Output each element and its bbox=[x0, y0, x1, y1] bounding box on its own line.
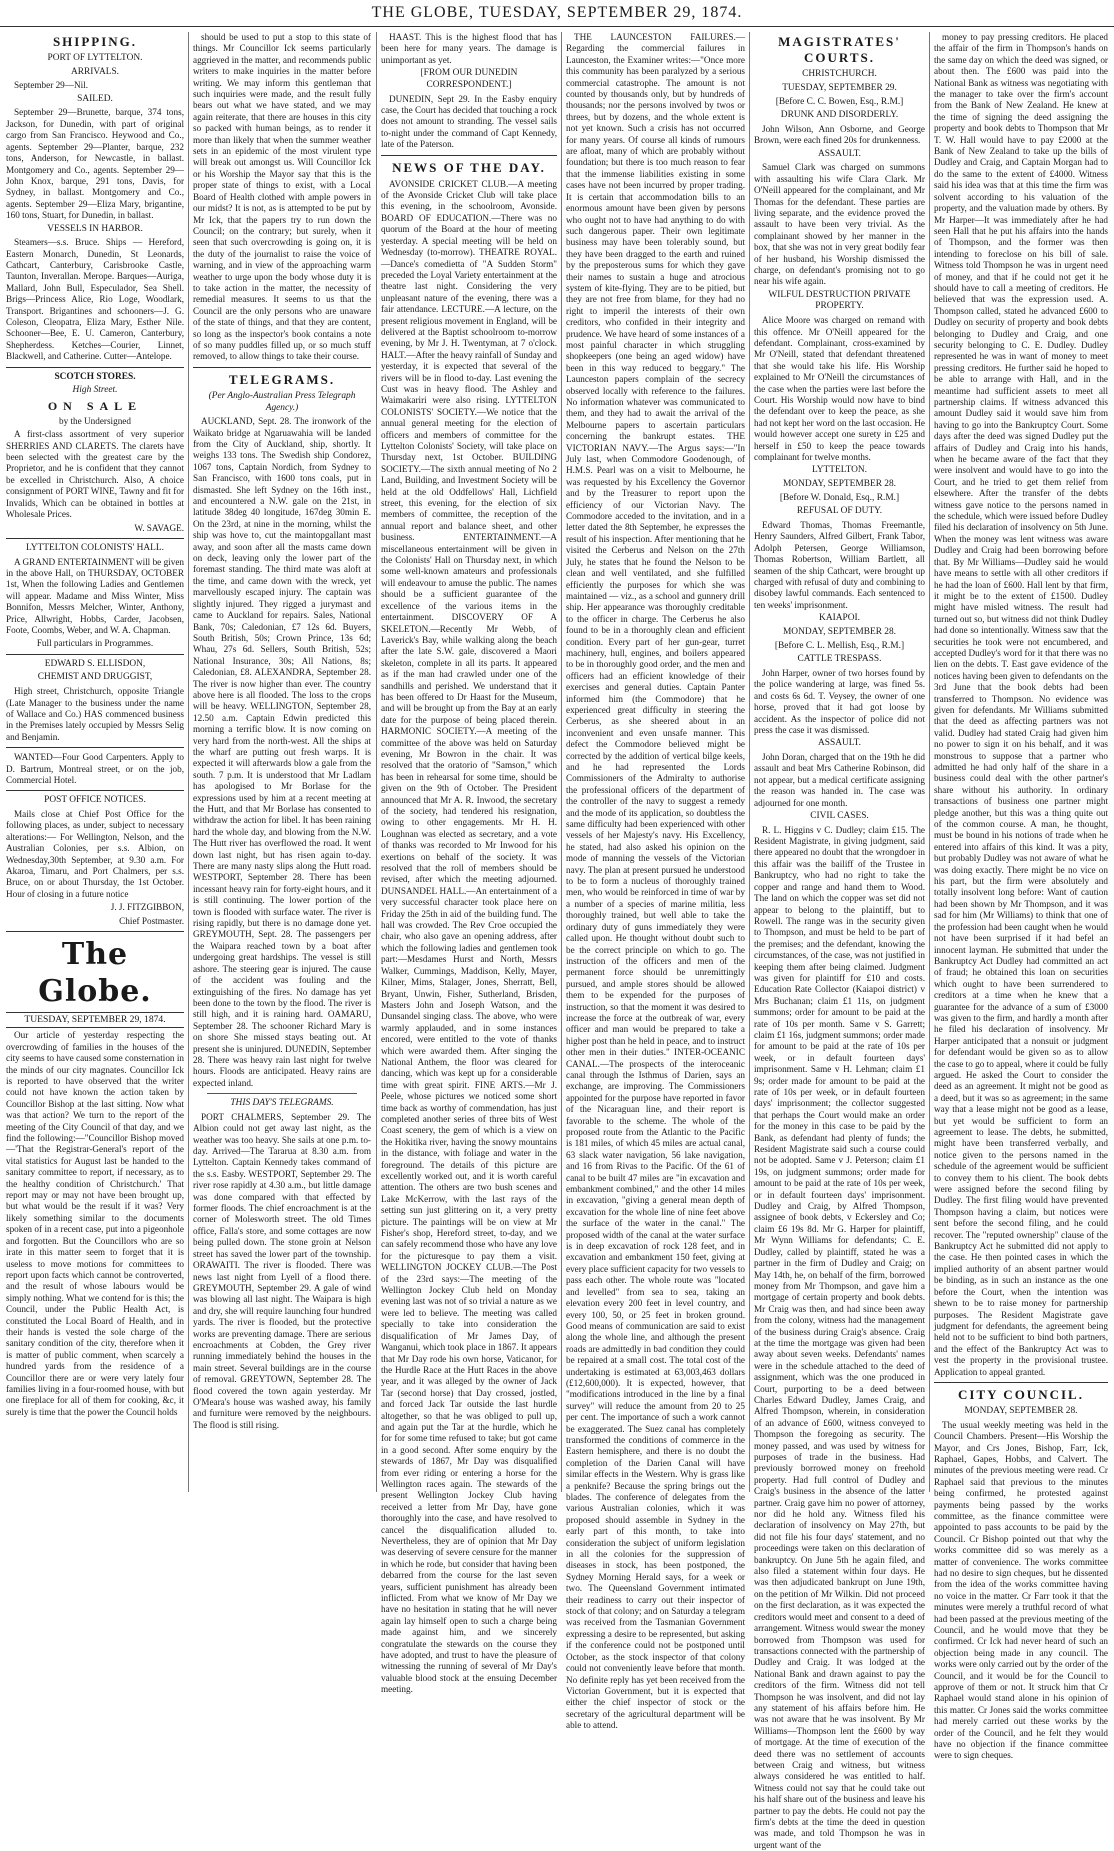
column-4 bbox=[566, 32, 745, 1731]
ellison-text: High street, Christchurch, opposite Triangle (Late Manager to the business under the name of Wallace and Co.) HAS commenced business in the Premises lately occupied by Messrs Selig and Benjamin. bbox=[6, 686, 184, 742]
haast-text: HAAST. This is the highest flood that has been here for many years. The damage is unimportant as yet. bbox=[381, 32, 557, 65]
scotch-text: A first-class assortment of very superior SHERRIES AND CLARETS. The clarets have been selected with the greatest care by the Proprietor, and he is confident that they cannot be excelled in Christchurch. Also, A choice consignment of PORT WINE, Tawny and fit for Invalids, Which can be obtained in bottles at Wholesale Prices. bbox=[6, 429, 184, 520]
ly-date: MONDAY, SEPTEMBER 28. bbox=[782, 479, 897, 490]
savage-sign: W. SAVAGE. bbox=[134, 522, 184, 533]
cc-date: TUESDAY, SEPTEMBER 29. bbox=[782, 82, 897, 93]
column-rule bbox=[561, 32, 562, 1492]
ka-text-2: John Doran, charged that on the 19th he did assault and beat Mrs Catherine Robinson, did not appear, but a medical certificate assigning the reason was handed in. The case was adjourned for one month. bbox=[754, 751, 925, 808]
divider bbox=[6, 790, 184, 791]
hall-text: A GRAND ENTERTAINMENT will be given in the above Hall, on THURSDAY, OCTOBER 1st, When the following Ladies and Gentlemen will appear. Madame and Miss Winter, Miss Bonnifon, Messrs Melcher, Winter, Anthony, Price, Allwright, Hobbs, Carder, Jacobsen, Foote, Coombs, Weber, and W. A. Chapman. bbox=[6, 556, 184, 636]
scotch-heading: SCOTCH STORES. bbox=[54, 371, 136, 382]
hall-heading: LYTTELTON COLONISTS' HALL. bbox=[26, 542, 164, 553]
correspondent-line: [FROM OUR DUNEDIN CORRESPONDENT.] bbox=[420, 68, 518, 90]
kaiapoi-heading: KAIAPOI. bbox=[819, 613, 860, 624]
telegrams-agency: (Per Anglo-Australian Press Telegraph Agency.) bbox=[208, 390, 356, 413]
cc-assault: ASSAULT. bbox=[818, 148, 861, 159]
divider bbox=[934, 1382, 1108, 1383]
arrivals-text: September 29—Nil. bbox=[14, 80, 88, 91]
column-3 bbox=[381, 32, 557, 1695]
port-heading: PORT OF LYTTELTON. bbox=[47, 53, 143, 64]
council-text: The usual weekly meeting was held in the Council Chambers. Present—His Worship the Mayor, and Crs Jones, Bishop, Farr, Ick, Raphael, Gapes, Hobbs, and Calvert. The minutes of the previous meeting were read. Cr Raphael said that previous to the minutes being confirmed, he protested against payments being passed by the works committee, as the finance committee were appointed to pass accounts to be paid by the Council. Cr Bishop pointed out that why the works committee did so was merely as a matter of convenience. The works committee had no desire to sign cheques, but he dissented from the idea of the works committee having no voice in the matter. Cr Farr took it that the minutes were merely a truthful record of what had been passed at the previous meeting of the Council, and he would move that they be confirmed. Cr Ick had never heard of such an objection being made in any council. The works were only carried out by the order of the Council, and it would be for the Council to approve of them or not. It struck him that Cr Raphael would stand alone in his opinion of this matter. Cr Jones said the works committee had merely carried out these works by the order of the Council, and he felt they would have no objection if the finance committee were to sign cheques. bbox=[934, 1419, 1108, 1761]
news-heading: NEWS OF THE DAY. bbox=[392, 159, 546, 175]
divider bbox=[6, 367, 184, 368]
council-heading: CITY COUNCIL. bbox=[958, 1386, 1084, 1402]
ly-before: [Before W. Donald, Esq., R.M.] bbox=[779, 492, 900, 503]
sailed-label: SAILED. bbox=[77, 93, 113, 104]
leader-article: Our article of yesterday respecting the overcrowding of families in the houses of the city seems to have caused some consternation in the minds of our city magnates. Councillor Ick is reported to have observed that the writer could not have known the action taken by Councillor Bishop at the last sitting. Now what was that action? We turn to the report of the meeting of the City Council of that day, and we find the following:—"Councillor Bishop moved—'That the Registrar-General's report of the vital statistics for August last be handed to the sanitary committee to report, if necessary, as to the healthy condition of Christchurch.' That report may or may not have been brought up, but what would be the result if it was? Very likely something similar to the documents spoken of in a recent case, put into a pigeonhole and forgotten. But the Councillors who are so irate in this matter seem to forget that it is useless to move motions for committees to report upon facts which cannot be controverted, and the result of whose labours would be simply nothing. What we contend for is this; the Council, under the Public Health Act, is constituted the Local Board of Health, and in their hands is vested the sole charge of the sanitary condition of the city, therefore when it is matter of public comment, when scarcely a hundred yards from the residence of a Councillor there are or were very lately four families living in a four-roomed house, with but one fireplace for all of them for cooking, &c, it surely is time that the power the Council holds bbox=[6, 1030, 184, 1417]
leader-continued: should be used to put a stop to this state of things. Mr Councillor Ick seems particularly aggrieved in the matter, and recommends public writers to make inquiries in the matter before writing. We may inform this gentleman that such inquiries were made, and the result fully bears out what we have stated, and we may again reiterate, that there are houses in this city so packed with human beings, as to render it more than likely that when the summer weather sets in an epidemic of the most virulent type will break out amongst us. Will Councillor Ick or his Worship the Mayor say that this is the proper state of things to exist, with a Local Board of Health clothed with ample powers in our midst? It is not, as is attempted to be put by Mr Ick, that the papers try to run down the Council; on the contrary; but surely, when it seen that such overcrowding is going on, it is the duty of the journalist to raise the voice of warning, and in view of the approaching warm weather to urge upon the body whose duty it is to take action in the matter, the necessity of remedial measures. It seems to us that the Council are the only persons who are unaware of the state of things, and that they are content, so long as the inspector's book contains a note of so many puddles filled up, or so much stuff removed, to allow things to take their course. bbox=[193, 32, 371, 362]
on-sale: ON SALE bbox=[47, 398, 143, 413]
cc-before: [Before C. C. Bowen, Esq., R.M.] bbox=[775, 96, 904, 107]
ellison-heading: EDWARD S. ELLISDON, bbox=[44, 658, 146, 669]
column-rule bbox=[749, 32, 750, 1492]
courts-heading: MAGISTRATES' COURTS. bbox=[778, 34, 901, 66]
ka-civil: CIVIL CASES. bbox=[810, 811, 869, 821]
shipping-heading: SHIPPING. bbox=[52, 34, 138, 49]
vessels-label: VESSELS IN HARBOR. bbox=[47, 223, 143, 234]
ly-refusal: REFUSAL OF DUTY. bbox=[796, 506, 883, 517]
divider bbox=[6, 931, 184, 932]
christchurch-heading: CHRISTCHURCH. bbox=[802, 69, 877, 80]
todays-telegrams-heading: THIS DAY'S TELEGRAMS. bbox=[230, 1098, 334, 1109]
cc-wilful: WILFUL DESTRUCTION PRIVATE PROPERTY. bbox=[768, 289, 911, 312]
cc-text-3: Alice Moore was charged on remand with this offence. Mr O'Neill appeared for the defendant. Complainant, cross-examined by Mr O'Neill, stated that defendant threatened that she would take his life. His Worship explained to Mr O'Neill the circumstances of the case when the parties were last before the Court. His Worship would now have to bind the defendant over to keep the peace, as she had not kept her word on the last occasion. He would however accept one surety in £25 and herself in £50 to keep the peace towards complainant for twelve months. bbox=[754, 315, 925, 462]
hall-note: Full particulars in Programmes. bbox=[36, 638, 154, 649]
column-6-text: money to pay pressing creditors. He placed the affair of the firm in Thompson's hands on the same day on which the deed was signed, or about then. The £600 was paid into the National Bank as witness was negotiating with the manager to take over the firm's account from the Bank of New Zealand. He knew at the time of signing the deed assigning the property and book debts to Thompson that Mr T. W. Hall would have to pay £2000 at the Bank of New Zealand to take up the bills of Dudley and Craig, and Captain Morgan had to do the same to the extent of £4000. Witness said his idea was that at this time the firm was solvent according to his valuation of the property, and the valuation made by others. By Mr Harper—It was immediately after he had seen Hall that he put his affairs into the hands of Thompson, and the former was then intending to foreclose on his bill of sale. Witness told Thompson he was in urgent need of money, and that if he could not get it he should have to call a meeting of creditors. He believed that was the expression used. A. Thompson called, stated he advanced £600 to Dudley on security of property and book debts belonging to Dudley and Craig, and one security belonging to C. E. Dudley. Dudley represented he was in want of money to meet pressing creditors. He further said he hoped to be able to arrange with Hall, and in the meantime had sufficient assets to meet all partnership claims. If witness advanced this amount Dudley said it would save him from having to go into the Bankruptcy Court. Some days after the deed was signed Dudley put the affairs of Dudley and Craig into his hands, when he became aware of the fact that they were insolvent and would have to go into the Court, and he tried to get them relief from elsewhere. After the transfer of the debts witness gave notice to the persons named in the schedule, which were issued before Dudley filed his declaration of insolvency on 5th June. When the money was lent witness was aware Dudley and Craig had been borrowing before that. By Mr Williams—Dudley said he would have means to settle with all other creditors if he had the loan of £600. Hall lent by that firm, it might be to the extent of £1500. Dudley might have misled witness. The result had turned out so, but witness did not think Dudley had done so intentionally. Witness saw that the securities he took were not encumbered, and accepted Dudley's word for it that there was no lien on the debts. T. East gave evidence of the notices having been given to defendants on the 3rd June that the book debts had been transferred to Thompson. No evidence was given for defendants. Mr Williams submitted that the deed as affecting partners was not valid. Dudley had stated Craig had given him no power to sign it on his behalf, and it was monstrous to suppose that a partner who admitted he had only half of the share in a business could deal with the other partner's share without his authority. In ordinary transactions of business one partner might pledge another, but this was a thing quite out of the common course. A man, he thought, must be bound in his notions of trade when he entered into affairs of this kind. It was a pity, but probably Dudley was not aware of what he was doing exactly. There might be no vice on his part, but the firm were absolutely and totally insolvent long before: Want of caution had been shown by Mr Thompson, and it was sad for him (Mr Williams) to think that one of the profession had been caught when he would not have been surprised if it had befel an innocent layman. He submitted that under the Bankruptcy Act Dudley had committed an act of fraud; he obtained this loan on securities which ought to have been surrendered to creditors at a time when he knew that a guarantee for the advance of a sum of £3000 was given to the firm, and hardly a month after he filed his declaration of insolvency. Mr Harper anticipated that a nonsuit or judgment for defendant would be given so as to allow the case to go to appeal, where it could be fully argued. He asked the Court to consider the deed as an agreement. It might not be good as a deed, but it was so as agreement; in the same way that a lease might not be good as a lease, but yet would be sufficient to form an agreement to lease. The debts, he submitted, might have been transferred verbally, and notice given to the persons named in the schedule of the agreement would be sufficient to convey them to his client. The book debts were assigned before the second filing by Dudley. The first filing would have prevented Thompson having a claim, but notices were sent before the second filing, and he could recover. The "reputed ownership" clause of the Bankruptcy Act he submitted did not apply to the case. He then pointed cases in which the implied authority of an absent partner would be binding, as in such an instance as the one before the Court, when the intention was shewn to be to raise money for partnership purposes. The Resident Magistrate gave judgment for defendants, the agreement being held not to be sufficient to bind both partners, and the effect of the Bankruptcy Act was to vest the property in the provisional trustee. Application to appeal granted. bbox=[934, 32, 1108, 1377]
sailed-text: September 29—Brunette, barque, 374 tons, Jackson, for Dunedin, with part of original cargo from San Francisco. Heywood and Co., agents. September 29—Planter, barque, 232 tons, Anderson, for Newcastle, in ballast. Montgomery and Co., agents. September 29—John Knox, barque, 291 tons, Davis, for Sydney, in ballast. Montgomery and Co., agents. September 29—Eliza Mary, brigantine, 160 tons, Stuart, for Dunedin, in ballast. bbox=[6, 107, 184, 221]
dunedin-text: DUNEDIN, Sept 29. In the Easby enquiry case, the Court has decided that touching a rock does not amount to stranding. The vessel sails to-night under the command of Capt Kennedy, late of the Paterson. bbox=[381, 93, 557, 150]
post-sign: J. J. FITZGIBBON, bbox=[110, 902, 184, 913]
cc-text-1: John Wilson, Ann Osborne, and George Brown, were each fined 20s for drunkenness. bbox=[754, 123, 925, 146]
column-2 bbox=[193, 32, 371, 1492]
divider bbox=[6, 747, 184, 748]
ka-assault: ASSAULT. bbox=[818, 738, 861, 749]
column-rule bbox=[929, 32, 930, 1492]
column-4-text: THE LAUNCESTON FAILURES.—Regarding the commercial failures in Launceston, the Examiner writes:—"Once more this community has been paralyzed by a serious commercial catastrophe. The amount is not counted by thousands only, but by hundreds of thousands; nor the persons involved by twos or threes, but by dozens, and the whole extent is not yet known. Such a crisis has not occurred for many years. Of course all kinds of rumours are afloat, many of which are probably without foundation; but there is too much reason to fear that the immense liabilities existing in some cases have not been incurred by proper trading. It is certain that accommodation bills to an enormous amount have been given by persons who ought not to have had anything to do with such dangerous paper. Their own legitimate business may have been tolerably sound, but they have been dragged to the earth and ruined by the preposterous sums for which they gave their names to sustain a huge and atrocious system of kite-flying. They are to be pitied, but they are not free from blame, for they had no right to imperil the interests of their own creditors, who confided in their integrity and prudence. We have heard of some instances of a most painful character in which struggling shopkeepers (one being an aged widow) have been in this way reduced to beggary." The Launceston papers complain of the secrecy observed locally with reference to the failures. No information whatever was communicated to them, and they had to await the arrival of the Melbourne papers to ascertain particulars concerning the bankrupt estates. THE VICTORIAN NAVY.—The Argus says:—"In July last, when Commodore Goodenough, of H.M.S. Pearl was on a visit to Melbourne, he was requested by his Excellency the Governor and by the Treasurer to report upon the efficiency of our Victorian Navy. The Commodore acceded to the invitation, and in a letter dated the 8th September, he expresses the result of his inspection. After mentioning that he visited the Cerberus and Nelson on the 27th July, he states that he found the Nelson to be clean and well ventilated, and she fulfilled efficiently the purposes for which she was maintained — viz., as a school and gunnery drill ship. Her appearance was thoroughly creditable to the officer in charge. The Cerberus he also found to be in a thoroughly clean and efficient condition. Every part of her gun-gear, turret machinery, hull, engines, and boilers appeared to be in thoroughly good order, and the men and officers had an efficient knowledge of their exercises and general duties. Captain Panter informed him (the Commodore) that he experienced great difficulty in steering the Cerberus, as she sheered about in an inconvenient and even unsafe manner. This defect the Commodore believed might be corrected by the addition of vertical bilge keels, and he had represented the Lords Commissioners of the Admiralty to authorise the professional officers of the department of the controller of the navy to suggest a remedy and the mode of its application, so doubtless the same difficulty had been experienced with other vessels of her Majesty's navy. His Excellency, he stated, had also asked his opinion on the mode of manning the vessels of the Victorian navy. The plan at present pursued he understood to be to form a nucleus of thoroughly trained men, who would be reinforced in time of war by a number of a species of marine militia, less thoroughly trained, but well able to take the ordinary duty of guns immediately they were called upon. He thought without doubt such to be the correct principle on which to go. The instruction of the officers and men of the permanent force should be unremittingly pursued, and ample stores should be allowed them to be expended for the purposes of instruction, so that the moment it was desired to increase the force at the outbreak of war, every officer and man would be prepared to take a higher post than he held in peace, and to instruct other men in their duties." INTER-OCEANIC CANAL.—The prospects of the interoceanic canal through the Isthmus of Darien, says an exchange, are improving. The Commissioners appointed for the purpose have reported in favor of the Nicaraguan line, and their report is favorable to the scheme. The whole of the proposed route from the Atlantic to the Pacific is 181 miles, of which 45 miles are actual canal, 63 slack water navigation, 56 lake navigation, and 16 from Rivas to the Pacific. Of the 61 of canal to be built 47 miles are "in excavation and embankment combined," and the other 14 miles in excavation, "giving a general mean depth of excavation for the whole line of nine feet above the surface of the water in the canal." The proposed width of the canal at the water surface is in deep excavation of rock 128 feet, and in excavation and embankment 150 feet, giving at every place sufficient capacity for two vessels to pass each other. The whole route was "located and levelled" from sea to sea, taking an elevation every 200 feet in level country, and every 100, 50, or 25 feet in broken ground. Good means of communication are said to exist along the whole line, and although the present roads are admittedly in bad condition they could be repaired at a small cost. The total cost of the undertaking is estimated at 63,003,463 dollars (£12,600,000). It is expected, however, that "modifications introduced in the line by a final survey" will reduce the amount from 20 to 25 per cent. The importance of such a work cannot be exaggerated. The Suez canal has completely transformed the conditions of commerce in the Eastern hemisphere, and there is no doubt the completion of the Darien Canal will have similar effects in the Western. Why is grass like a penknife? Because the spring brings out the blades. The conference of delegates from the various Australian colonies, which it was proposed should assemble in Sydney in the early part of this month, to take into consideration the subject of uniform legislation in all the colonies for the suppression of diseases in stock, has been postponed, the Sydney Morning Herald says, for a week or two. The Queensland Government intimated their readiness to carry out their inspector of stock of that colony; and on Saturday a telegram was received from the Tasmanian Government expressing a desire to be represented, but asking if the conference could not be postponed until October, as the stock inspector of that colony could not conveniently leave before that month. No definite reply has yet been received from the Victorian Government, but it is expected that either the chief inspector of stock or the secretary of the agricultural department will be able to attend. bbox=[566, 32, 745, 1731]
column-rule bbox=[376, 32, 377, 1492]
globe-nameplate: The Globe. bbox=[38, 937, 152, 1010]
column-1 bbox=[6, 32, 184, 1492]
todays-telegrams-text: PORT CHALMERS, September 29. The Albion could not get away last night, as the weather was too heavy. She sails at one p.m. to-day. Arrived—The Tararua at 8.30 a.m. from Lyttelton. Captain Kennedy takes command of the s.s. Easby. WESTPORT, September 29. The river rose rapidly at 4.30 a.m., but little damage was done compared with that effected by former floods. The chief encroachment is at the corner of Molesworth street. The old Times office, Falla's store, and some cottages are now being pulled down. The stone groin at Nelson street has saved the lower part of the township. ORAWAITI. The river is flooded. There was news last night from Lyell of a flood there. GREYMOUTH, September 29. A gale of wind was blowing all last night. The Waipara is high and dry, she will require launching four hundred yards. The river is flooded, but the protective works are preventing damage. There are serious encroachments at Cobden, the Grey river running immediately behind the houses in the main street. Several buildings are in the course of removal. GREYTOWN, September 28. The flood covered the town again yesterday. Mr O'Meara's house was washed away, his family and furniture were removed by the neighbours. The flood is still rising. bbox=[193, 1111, 371, 1430]
post-heading: POST OFFICE NOTICES. bbox=[44, 795, 146, 806]
issue-date: TUESDAY, SEPTEMBER 29, 1874. bbox=[6, 1012, 184, 1028]
telegrams-text: AUCKLAND, Sept. 28. The ironwork of the Waikato bridge at Ngaruawahia will be landed from the City of Auckland, ship, shortly. It weighs 133 tons. The Swedish ship Condorez, 1067 tons, Captain Nordich, from Sydney to San Francisco, with 1600 tons coals, put in dismasted. She left Sydney on the 16th inst., and encountered a N.W. gale on the 21st, in latitude 38deg 40 longitude, 167deg 30min E. On the 23rd, at nine in the morning, whilst the ship was hove to, cut the maintopgallant mast away, and soon after all the masts came down on deck, leaving only the lower part of the foremast standing. The third mate was aloft at the time, and came down with the wreck, yet marvellously escaped injury. The captain was slightly injured. They rigged a jurymast and came to Auckland for repairs. Sales, National Bank, 70s; Caledonian, £7 12s 6d. Buyers, South British, 50s; Crown Prince, 13s 6d; Whau, 27s 6d. Sellers, South British, 52s; National Insurance, 30s; All Nations, 8s; Caledonian, £8. ALEXANDRA, September 28. The river is now higher than ever. The country above here is all flooded. The loss to the crops will be heavy. WELLINGTON, September 28, 12.50 a.m. Captain Edwin predicted this morning a terrific blow. It is now coming on very hard from the north-west. All the ships at the wharf are putting out fresh warps. It is expected it will afterwards blow a gale from the south. 7 p.m. It is understood that Mr Ladlam has apologised to Mr Borlase for the expressions used by him at a recent meeting at the Hutt, and that Mr Borlase has consented to withdraw the action for libel. It has been raining hard the whole day, and blowing from the N.W. The Hutt river has overflowed the road. It went down last night, but has risen again to-day. There are many nasty slips along the Hutt road. WESTPORT, September 28. There has been incessant heavy rain for forty-eight hours, and it is still continuing. The lower portion of the town is flooded with surface water. The river is rising rapidly, but there is no damage done yet. GREYMOUTH, Sept. 28. The passengers per the Waipara reached town by a boat after undergoing great hardships. The vessel is still ashore. The steering gear is injured. The cause of the accident was fouling and the extinguishing of the fires. No damage has yet been done to the town by the flood. The river is still high, and it is raining hard. OAMARU, September 28. The schooner Richard Mary is on shore She missed stays beating out. At present she is uninjured. DUNEDIN, September 28. There was heavy rain last night for twelve hours. Floods are anticipated. Heavy rains are expected inland. bbox=[193, 416, 371, 1088]
council-date: MONDAY, SEPTEMBER 28. bbox=[964, 1406, 1078, 1417]
cc-drunk: DRUNK AND DISORDERLY. bbox=[780, 110, 899, 121]
column-5 bbox=[754, 32, 925, 1850]
wanted-ad: WANTED—Four Good Carpenters. Apply to D. Bartrum, Montreal street, or on the job, Commercial Hotel. bbox=[6, 752, 184, 785]
ka-before: [Before C. L. Mellish, Esq., R.M.] bbox=[774, 640, 905, 651]
ka-date: MONDAY, SEPTEMBER 28. bbox=[782, 626, 897, 637]
scotch-street: High Street. bbox=[72, 385, 118, 396]
divider bbox=[207, 1093, 357, 1094]
post-sign-title: Chief Postmaster. bbox=[119, 915, 184, 926]
cc-text-2: Samuel Clark was charged on summons with assaulting his wife Clara Clark. Mr O'Neill appeared for the complainant, and Mr Thomas for the defendant. These parties are living separate, and the evidence proved the assault to have been very trivial. As the complainant showed by her manner in the box, that she was not in very great bodily fear of her husband, his Worship dismissed the charge, on defendant's promising not to go near his wife again. bbox=[754, 162, 925, 287]
divider bbox=[6, 538, 184, 539]
ka-text-1: John Harper, owner of two horses found by the police wandering at large, was fined 5s. and costs 6s 6d. T. Veysey, the owner of one horse, proved that it had got loose by accident. As the inspector of police did not press the case it was dismissed. bbox=[754, 667, 925, 735]
news-text: AVONSIDE CRICKET CLUB.—A meeting of the Avonside Cricket Club will take place this evening, in the schoolroom, Avonside. BOARD OF EDUCATION.—There was no quorum of the Board at the hour of meeting yesterday. A special meeting will be held on Wednesday (to-morrow). THEATRE ROYAL.—Dance's comedietta of "A Sudden Storm" preceded the Loyal Variety entertainment at the theatre last night. Considering the very unpleasant nature of the evening, there was a fair attendance. LECTURE.—A lecture, on the present religious movement in England, will be delivered at the Baptist schoolroom to-morrow evening, by Mr J. H. Twentyman, at 7 o'clock. HALT.—After the heavy rainfall of Sunday and yesterday, it is expected that several of the rivers will be in flood to-day. Last evening the Cust was in heavy flood. The Ashley and Waimakariri were also rising. LYTTELTON COLONISTS' SOCIETY.—We notice that the annual general meeting for the election of officers and members of committee for the Lyttelton Colonists' Society, will take place on Thursday next, 1st October. BUILDING SOCIETY.—The sixth annual meeting of No 2 Land, Building, and Investment Society will be held at the old Oddfellows' Hall, Lichfield street, this evening, for the election of six members of committee, the reception of the annual report and balance sheet, and other business. ENTERTAINMENT.—A miscellaneous entertainment will be given in the Colonists' Hall on Thursday next, in which some well-known amateurs and professionals will endeavour to amuse the public. The names should be a sufficient guarantee of the excellence of the various items in the entertainment. DISCOVERY OF A SKELETON.—Recently Mr Webb, of Laverick's Bay, while walking along the beach after the late S.W. gale, discovered a Maori skeleton, complete in all its parts. It appeared as if the man had crawled under one of the sandhills and perished. We understand that it has been offered to Dr Haast for the Museum, and will be brought up from the Bay at an early date for the purpose of being placed therein. HARMONIC SOCIETY.—A meeting of the committee of the above was held on Saturday evening, Mr Bowron in the chair. It was resolved that the oratorio of "Samson," which has been in rehearsal for some time, should be given on the 9th of October. The President announced that Mr A. R. Inwood, the secretary of the society, had tendered his resignation, owing to other engagements. Mr H. H. Loughnan was elected as secretary, and a vote of thanks was recorded to Mr Inwood for his exertions on behalf of the society. It was resolved that the roll of members should be revised, after which the meeting adjourned. DUNSANDEL HALL.—An entertainment of a very successful character took place here on Friday the 25th in aid of the building fund. The hall was crowded. The Rev Croe occupied the chair, who also gave an opening address, after which the following ladies and gentlemen took part:—Mesdames Hurst and North, Messrs Walker, Cummings, Maddison, Kelly, Mayer, Kilner, Mims, Stalager, Jones, Sherratt, Bell, Bryant, Unwin, Fisher, Sutherland, Brisden, Masters John and Joseph Watson, and the Dunsandel singing class. The above, who were warmly applauded, and in some instances encored, were entitled to the vote of thanks which were awarded them. After singing the National Anthem, the floor was cleared for dancing, which was kept up for a considerable time with great spirit. FINE ARTS.—Mr J. Peele, whose pictures we noticed some short time back as worthy of commendation, has just completed another series of three bits of West Coast scenery, the gem of which is a view on the Hokitika river, having the snowy mountains in the distance, with foliage and water in the foreground. The details of this picture are excellently worked out, and it is worth careful attention. The others are two bush scenes and Lake McKerrow, with the last rays of the setting sun just glittering on it, a very pretty picture. The paintings will be on view at Mr Fisher's shop, Hereford street, to-day, and we can safely recommend those who have any love for the picturesque to pay them a visit. WELLINGTON JOCKEY CLUB.—The Post of the 23rd says:—The meeting of the Wellington Jockey Club held on Monday evening last was not of so trivial a nature as we were led to believe. The meeting was called specially to take into consideration the disqualification of Mr James Day, of Wanganui, which took place in 1867. It appears that Mr Day rode his own horse, Vaticanor, for the Hurdle Race at the Hutt Races in the above year, and it was alleged by the owner of Jack Tar (second horse) that Day crossed, jostled, and forced Jack Tar outside the last hurdle altogether, so that he was obliged to pull up, and again put the Tar at the hurdle, which he for for some time refused to take; but got came in a good second. After some enquiry by the stewards of 1867, Mr Day was disqualified from ever riding or entering a horse for the Wellington races again. The stewards of the present Wellington Jockey Club having received a letter from Mr Day, have gone thoroughly into the case, and have resolved to cancel the disqualification alluded to. Nevertheless, they are of opinion that Mr Day was deserving of severe censure for the manner in which he rode, but consider that having been debarred from the course for the last seven years, sufficient punishment has already been inflicted. From what we know of Mr Day we have no hesitation in stating that he will never again lay himself open to such a charge being made against him, and we sincerely congratulate the stewards on the course they have adopted, and trust to have the pleasure of witnessing the running of several of Mr Day's valuable blood stock at the ensuing December meeting. bbox=[381, 178, 557, 1695]
ka-cattle: CATTLE TRESPASS. bbox=[797, 654, 882, 665]
arrivals-label: ARRIVALS. bbox=[70, 66, 119, 77]
vessels-text: Steamers—s.s. Bruce. Ships — Hereford, Eastern Monarch, Dunedin, St Leonards, Cathcart, Canterbury, Carisbrooke Castle, Taunton, Inverallan. Merope. Barques—Auriga, Mallard, John Bull, Especulador, Sea Shell. Brigs—Princess Alice, Rio Loge, Woodlark, Transport. Brigantines and schooners—J. G. Coleson, Cleopatra, Eliza Mary, Esther Nile. Schooner—Bee, E. U. Cameron, Canterbury, Shepherdess. Ketches—Courier, Linnet, Blackwell, and Catherine. Cutter—Antelope. bbox=[6, 237, 184, 362]
divider bbox=[193, 367, 371, 368]
lyttelton-heading: LYTTELTON. bbox=[811, 465, 868, 476]
ka-text-3: R. L. Higgins v C. Dudley; claim £15. The Resident Magistrate, in giving judgment, said there appeared no doubt that the wrongdoer in this affair was the bailiff of the Trustee in Bankruptcy, who had no right to take the copper and range and hand them to Wood. The land on which the copper was set did not appear to belong to the plaintiff, but to Rowell. The range was in the security given to Thompson, and must be held to be part of the premises; and the defendant, knowing the circumstances, of the case, was not justified in keeping them after being claimed. Judgment was given for plaintiff for £10 and costs. Education Rate Collector (Kaiapoi district) v Mrs Buchanan; claim £1 11s, on judgment summons; order for amount to be paid at the rate of 10s per month. Same v S. Garrett; claim £1 16s, judgment summons; order made for amount to be paid at the rate of 10s per week, or in default fourteen days' imprisonment. Same v H. Lehman; claim £1 9s; order made for amount to be paid at the rate of 10s per week, or in default fourteen days' imprisonment; the collector suggested that perhaps the Court would make an order for the money in this case to be paid by the Bank, as defendant had plenty of funds; the Resident Magistrate said such a course could not be adopted. Same v J. Peterson; claim £1 19s, on judgment summons; order made for amount to be paid at the rate of 10s per week, or in default fourteen days' imprisonment. Dudley and Craig, by Alfred Thompson, assignee of book debts, v Eckersley and Co; claim £6 19s 8d. Mr G. Harper for plaintiff, Mr Wynn Williams for defendants; C. E. Dudley, called by plaintiff, stated he was a partner in the firm of Dudley and Craig; on May 14th, he, on behalf of the firm, borrowed money from Mr Thompson, and gave him a mortgage of certain property and book debts. Mr Craig was then, and had since been away from the colony, witness had the management of the business during Craig's absence. Craig at the time the mortgage was given had been away about seven weeks. Defendants' names were in the schedule attached to the deed of assignment, which was the one produced in Court, purporting to be a deed between Charles Edward Dudley, James Craig, and Alfred Thompson, wherein, in consideration of an advance of £600, witness conveyed to Thompson the foregoing as security. The money passed, and was used by witness for purposes of trade in the business. Had previously borrowed money on freehold property. Had full control of Dudley and Craig's business in the absence of the latter partner. Craig gave him no power of attorney, nor did he hold any. Witness filed his declaration of insolvency on May 27th, but did not file his four days' statement, and no proceedings were taken on this declaration of bankruptcy. On June 5th he again filed, and also filed a statement within four days. He was then adjudicated bankrupt on June 19th, on the petition of Mr Wilkin. Did not proceed on the first declaration, as it was expected the creditors would meet and consent to a deed of arrangement. Witness would swear the money borrowed from Thompson was used for transactions connected with the partnership of Dudley and Craig. It was lodged at the National Bank and drawn against to pay the creditors of the firm. Witness did not tell Thompson he was insolvent, and did not lay any statement of his affairs before him. He was not aware that he was insolvent. By Mr Williams—Thompson lent the £600 by way of mortgage. At the time of execution of the deed there was no settlement of accounts between Craig and witness, but witness always considered he was entitled to half. Witness could not say that he could take out his half share out of the business and leave his partner to pay the debts. He could not pay the firm's debts at the time the deed in question was made, and told Thompson he was in urgent want of the bbox=[754, 824, 925, 1850]
divider bbox=[6, 654, 184, 655]
ly-text: Edward Thomas, Thomas Freemantle, Henry Saunders, Alfred Gilbert, Frank Tabor, Adolph Petersen, George Williamson, Thomas Robertson, William Bartlett, all seamen of the ship Cathcart, were brought up charged with refusal of duty and combining to disobey lawful commands. Each sentenced to ten weeks' imprisonment. bbox=[754, 520, 925, 610]
masthead: THE GLOBE, TUESDAY, SEPTEMBER 29, 1874. bbox=[0, 0, 1114, 27]
telegrams-heading: TELEGRAMS. bbox=[228, 371, 336, 387]
column-6 bbox=[934, 32, 1108, 1761]
ellison-sub: CHEMIST AND DRUGGIST, bbox=[37, 672, 153, 683]
divider bbox=[381, 155, 557, 156]
column-rule bbox=[188, 32, 189, 1492]
undersigned: by the Undersigned bbox=[59, 415, 131, 426]
post-text: Mails close at Chief Post Office for the following places, as under, subject to necessary alterations:— For Wellington, Nelson, and the Australian Colonies, per s.s. Albion, on Wednesday,30th September, at 9.30 a.m. For Akaroa, Timaru, and Port Chalmers, per s.s. Bruce, on or about Thursday, the 1st October. Hour of closing in a future notice bbox=[6, 809, 184, 899]
